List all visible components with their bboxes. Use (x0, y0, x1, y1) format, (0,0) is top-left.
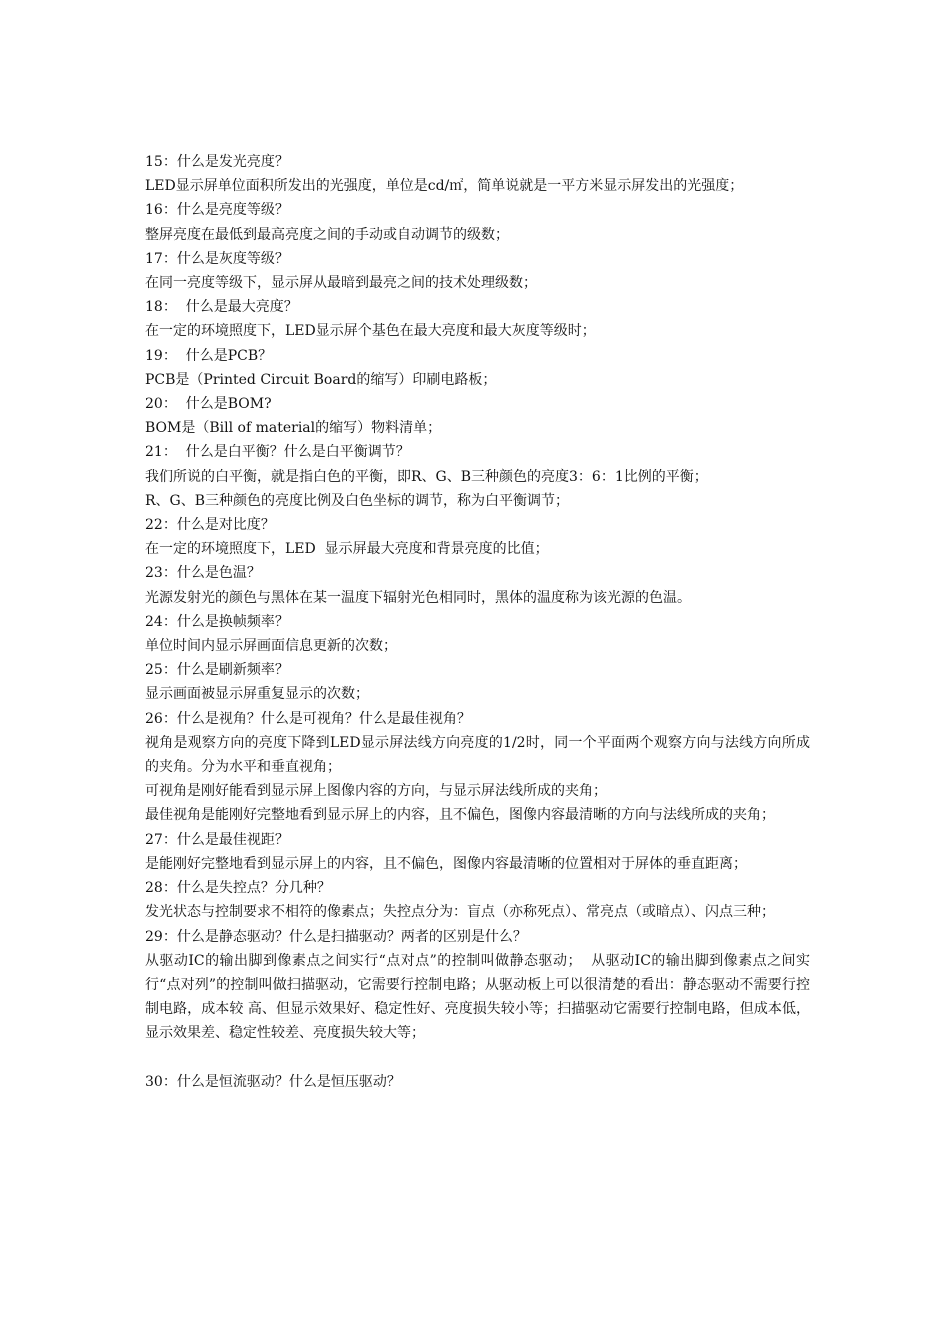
answer-17: 在同一亮度等级下，显示屏从最暗到最亮之间的技术处理级数； (145, 275, 537, 292)
answer-26-part-1: 视角是观察方向的亮度下降到LED显示屏法线方向亮度的1/2时，同一个平面两个观察方向与法线方向所成的夹角。分为水平和垂直视角； (145, 734, 810, 776)
question-28: 28：什么是失控点？分几种？ (145, 880, 331, 897)
answer-26-part-3: 最佳视角是能刚好完整地看到显示屏上的内容，且不偏色，图像内容最清晰的方向与法线所成的夹角； (145, 807, 775, 824)
question-24: 24：什么是换帧频率？ (145, 613, 289, 630)
answer-27: 是能刚好完整地看到显示屏上的内容，且不偏色，图像内容最清晰的位置相对于屏体的垂直距离； (145, 855, 747, 872)
answer-21-part-1: 我们所说的白平衡，就是指白色的平衡，即R、G、B三种颜色的亮度3：6：1比例的平衡； (145, 468, 708, 485)
answer-24: 单位时间内显示屏画面信息更新的次数； (145, 638, 397, 655)
answer-29: 从驱动IC的输出脚到像素点之间实行“点对点”的控制叫做静态驱动； 从驱动IC的输出脚到像素点之间实行“点对列”的控制叫做扫描驱动，它需要行控制电路；从驱动板上可以很清楚的看出：静态驱动不需要行控制电路，成本较 高、但显示效果好、稳定性好、亮度损失较小等；扫描驱动它需要行控制电路，但成本低，显示效果差、稳定性较差、亮度损失较大等； (145, 952, 810, 1042)
question-25: 25：什么是刷新频率？ (145, 662, 289, 679)
answer-28: 发光状态与控制要求不相符的像素点；失控点分为：盲点（亦称死点）、常亮点（或暗点）、闪点三种； (145, 904, 775, 921)
question-29: 29：什么是静态驱动？什么是扫描驱动？两者的区别是什么？ (145, 928, 527, 945)
answer-19: PCB是（Printed Circuit Board的缩写）印刷电路板； (145, 371, 497, 388)
answer-15: LED显示屏单位面积所发出的光强度，单位是cd/㎡，简单说就是一平方米显示屏发出的光强度； (145, 178, 744, 195)
answer-26-part-2: 可视角是刚好能看到显示屏上图像内容的方向，与显示屏法线所成的夹角； (145, 783, 607, 800)
question-16: 16：什么是亮度等级？ (145, 202, 289, 219)
question-18: 18： 什么是最大亮度？ (145, 299, 298, 316)
answer-16: 整屏亮度在最低到最高亮度之间的手动或自动调节的级数； (145, 226, 509, 243)
question-19: 19： 什么是PCB？ (145, 347, 273, 364)
document-page (145, 150, 810, 1094)
question-20: 20： 什么是BOM? (145, 396, 272, 413)
question-23: 23：什么是色温？ (145, 565, 261, 582)
question-22: 22：什么是对比度？ (145, 517, 275, 534)
answer-22: 在一定的环境照度下，LED 显示屏最大亮度和背景亮度的比值； (145, 541, 549, 558)
question-17: 17：什么是灰度等级？ (145, 250, 289, 267)
answer-21-part-2: R、G、B三种颜色的亮度比例及白色坐标的调节，称为白平衡调节； (145, 492, 570, 509)
answer-20: BOM是（Bill of material的缩写）物料清单； (145, 420, 442, 437)
answer-18: 在一定的环境照度下，LED显示屏个基色在最大亮度和最大灰度等级时； (145, 323, 596, 340)
question-27: 27：什么是最佳视距？ (145, 831, 289, 848)
answer-25: 显示画面被显示屏重复显示的次数； (145, 686, 369, 703)
question-15: 15：什么是发光亮度？ (145, 154, 289, 170)
question-26: 26：什么是视角？什么是可视角？什么是最佳视角？ (145, 710, 471, 727)
blank-line (145, 1046, 810, 1070)
question-21: 21： 什么是白平衡？什么是白平衡调节？ (145, 444, 410, 461)
question-30: 30：什么是恒流驱动？什么是恒压驱动？ (145, 1073, 401, 1090)
answer-23: 光源发射光的颜色与黑体在某一温度下辐射光色相同时，黑体的温度称为该光源的色温。 (145, 589, 691, 606)
